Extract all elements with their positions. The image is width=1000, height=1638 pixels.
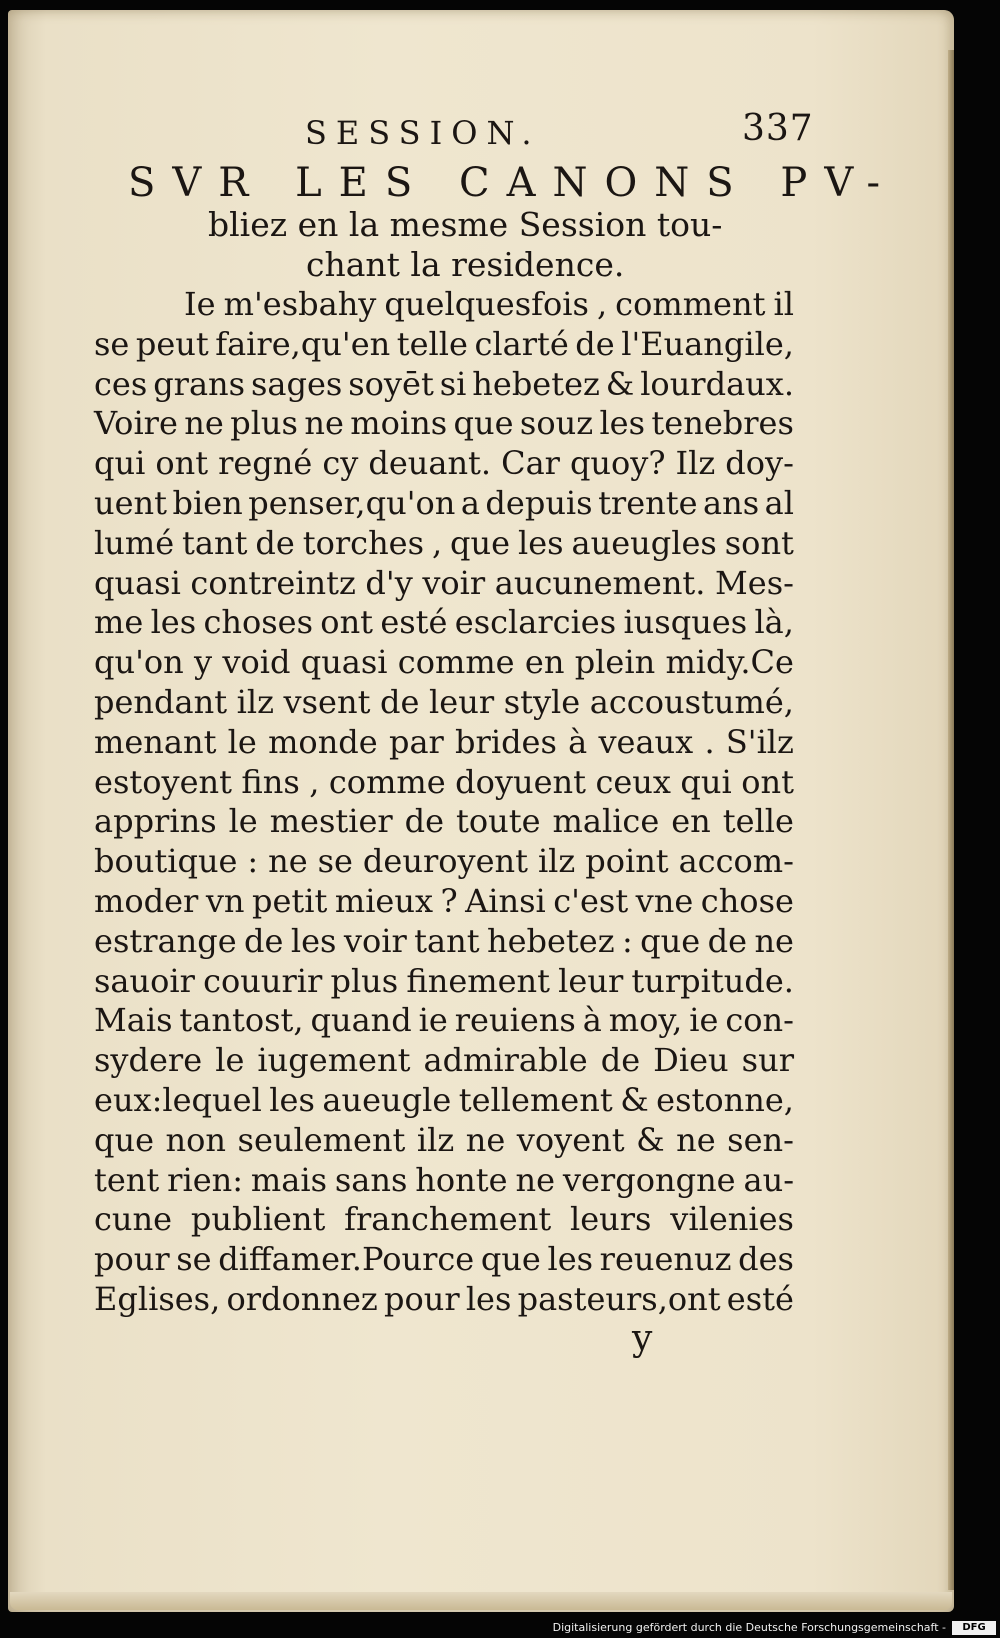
body-line: qui ont regné cy deuant. Car quoy? Ilz doy- [94, 444, 794, 483]
body-line: lumé tant de torches , que les aueugles sont [94, 523, 794, 562]
body-line: eux:lequel les aueugle tellement & estonne, [94, 1080, 794, 1119]
body-line: Ie m'esbahy quelquesfois , comment il [184, 285, 794, 323]
body-line: apprins le mestier de toute malice en telle [94, 802, 794, 841]
body-line: sauoir couurir plus finement leur turpitude. [94, 961, 794, 1000]
body-line: Mais tantost, quand ie reuiens à moy, ie con- [94, 1001, 794, 1040]
body-line: qu'on y void quasi comme en plein midy.Ce [94, 643, 794, 682]
body-line: menant le monde par brides à veaux . S'ilz [94, 722, 794, 761]
body-line: moder vn petit mieux ? Ainsi c'est vne chose [94, 881, 794, 920]
body-line: boutique : ne se deuroyent ilz point accom- [94, 842, 794, 881]
page-edge [948, 50, 954, 1590]
dfg-logo: DFG [952, 1621, 996, 1635]
running-head: SESSION. [305, 114, 541, 152]
section-title-line-1: SVR LES CANONS PV- [128, 160, 898, 206]
body-line: quasi contreintz d'y voir aucunement. Mes- [94, 563, 794, 602]
body-line: pour se diffamer.Pource que les reuenuz des [94, 1240, 794, 1279]
catchword: y [632, 1318, 653, 1359]
body-line: cune publient franchement leurs vilenies [94, 1200, 794, 1239]
body-line: Eglises, ordonnez pour les pasteurs,ont esté [94, 1279, 794, 1318]
section-title-line-3: chant la residence. [306, 245, 625, 284]
body-line: estrange de les voir tant hebetez : que de ne [94, 921, 794, 960]
digitization-credit: Digitalisierung gefördert durch die Deutsche Forschungsgemeinschaft - [552, 1621, 946, 1634]
body-line: pendant ilz vsent de leur style accoustumé, [94, 682, 794, 721]
body-text [94, 285, 794, 1320]
body-line: sydere le iugement admirable de Dieu sur [94, 1041, 794, 1080]
body-line: Voire ne plus ne moins que souz les tenebres [94, 404, 794, 443]
body-line: tent rien: mais sans honte ne vergongne au- [94, 1160, 794, 1199]
body-line: uent bien penser,qu'on a depuis trente ans al [94, 483, 794, 522]
page-bottom-edge [10, 1592, 952, 1610]
section-title-line-2: bliez en la mesme Session tou- [208, 205, 723, 244]
page-number: 337 [742, 108, 814, 149]
body-line: me les choses ont esté esclarcies iusques là, [94, 603, 794, 642]
body-line: que non seulement ilz ne voyent & ne sen- [94, 1120, 794, 1159]
body-line: se peut faire,qu'en telle clarté de l'Euangile, [94, 324, 794, 363]
body-line: estoyent fins , comme doyuent ceux qui ont [94, 762, 794, 801]
body-line: ces grans sages soyēt si hebetez & lourdaux. [94, 364, 794, 403]
